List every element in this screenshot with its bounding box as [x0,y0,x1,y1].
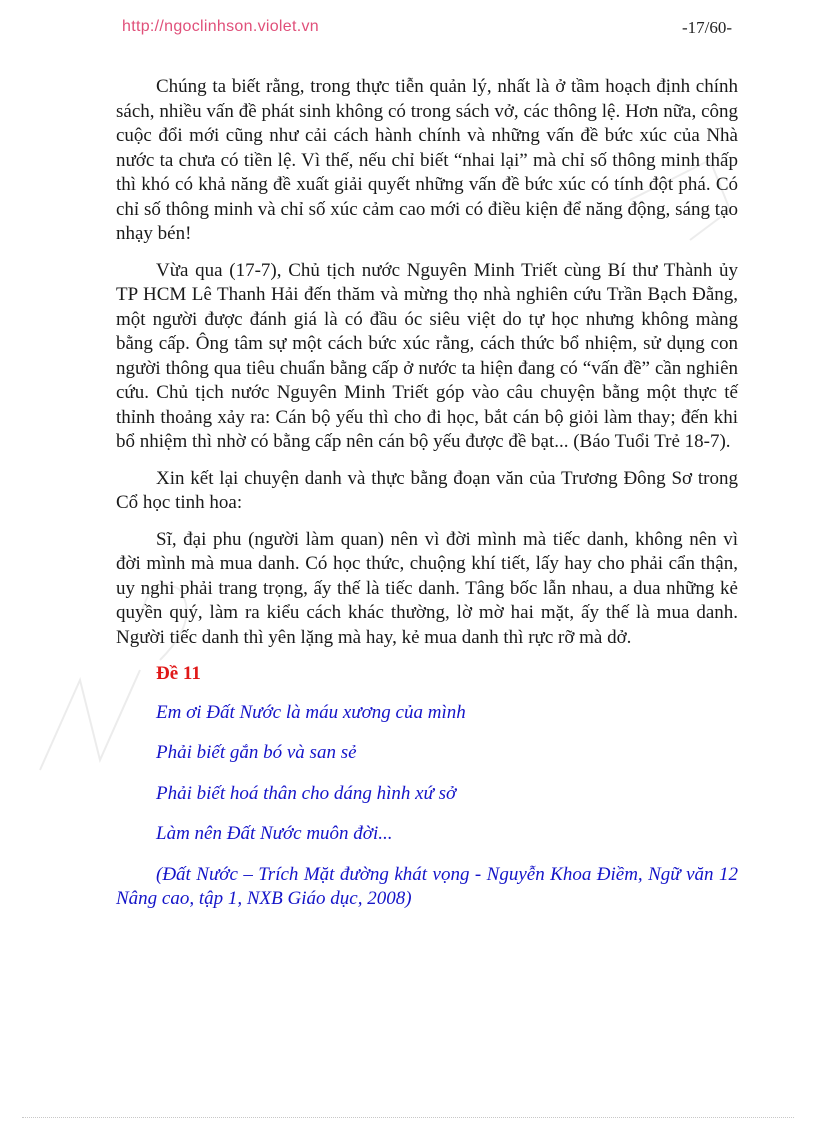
page-number: -17/60- [681,18,732,37]
verse-source: (Đất Nước – Trích Mặt đường khát vọng - Nguyễn Khoa Điềm, Ngữ văn 12 Nâng cao, tập 1, NXB Giáo dục, 2008) [116,863,738,909]
section-heading: Đề 11 [156,663,201,684]
page-header [122,18,732,42]
paragraph: Sĩ, đại phu (người làm quan) nên vì đời mình mà tiếc danh, không nên vì đời mình mà mua danh. Có học thức, chuộng khí tiết, lấy hay cho phải cẩn thận, uy nghi phải trang trọng, ấy thế là tiếc danh. Tâng bốc lẫn nhau, a dua những kẻ quyền quý, làm ra kiểu cách khác thường, lờ mờ hai mặt, ấy thế là mua danh. Người tiếc danh thì yên lặng mà hay, kẻ mua danh thì rực rỡ mà dở. [116,528,738,648]
verse-line: Phải biết hoá thân cho dáng hình xứ sở [156,782,457,804]
verse-line: Làm nên Đất Nước muôn đời... [156,823,393,844]
paragraph: Vừa qua (17-7), Chủ tịch nước Nguyên Minh Triết cùng Bí thư Thành ủy TP HCM Lê Thanh Hải đến thăm và mừng thọ nhà nghiên cứu Trần Bạch Đằng, một người được đánh giá là có đầu óc siêu việt do tự học nhưng không màng bằng cấp. Ông tâm sự một cách bức xúc rằng, cách thức bổ nhiệm, sử dụng con người thông qua tiêu chuẩn bằng cấp ở nước ta hiện đang có “vấn đề” cần nghiên cứu. Chủ tịch nước Nguyên Minh Triết góp vào câu chuyện bằng một thực tế thỉnh thoảng xảy ra: Cán bộ yếu thì cho đi học, bắt cán bộ giỏi làm thay; đến khi bổ nhiệm thì nhờ có bằng cấp nên cán bộ yếu được đề bạt... (Báo Tuổi Trẻ 18-7). [116,259,738,452]
paragraph: Xin kết lại chuyện danh và thực bằng đoạn văn của Trương Đông Sơ trong Cổ học tinh hoa: [116,467,738,513]
verse-line: Em ơi Đất Nước là máu xương của mình [156,701,466,723]
page-content [116,75,738,924]
footer-divider [22,1117,794,1118]
header-url: http://ngoclinhson.violet.vn [122,18,319,35]
verse-line: Phải biết gắn bó và san sẻ [156,742,357,763]
paragraph: Chúng ta biết rằng, trong thực tiễn quản lý, nhất là ở tầm hoạch định chính sách, nhiều vấn đề phát sinh không có trong sách vở, các thông lệ. Hơn nữa, công cuộc đổi mới cũng như cải cách hành chính và những vấn đề bức xúc của Nhà nước ta chưa có tiền lệ. Vì thế, nếu chỉ biết “nhai lại” mà chỉ số thông minh thấp thì khó có khả năng đề xuất giải quyết những vấn đề bức xúc có tính đột phá. Có chỉ số thông minh và chỉ số xúc cảm cao mới có điều kiện để năng động, sáng tạo nhạy bén! [116,76,738,244]
